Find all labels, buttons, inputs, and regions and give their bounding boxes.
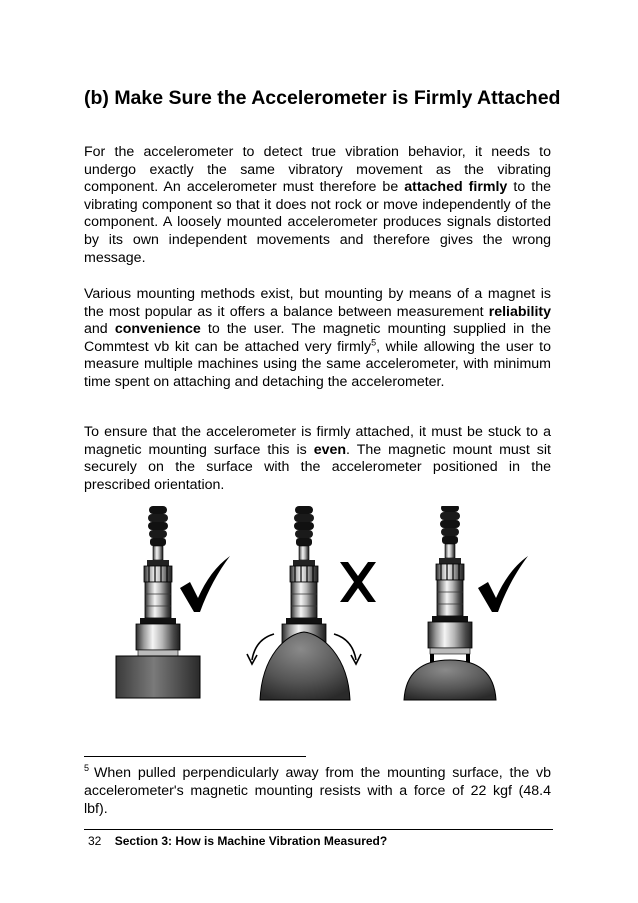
mounting-illustration — [104, 506, 544, 702]
curved-surface-mount-wrong — [244, 506, 384, 702]
paragraph-mounting-methods: Various mounting methods exist, but mounting by means of a magnet is the most popular as it offers a balance between measurement reliability and convenience to the user. The magnetic mounting supplied in the Commtest vb kit can be attached very firmly$^5$, while allowing the user to measure multiple machines using the same accelerometer, with minimum time spent on attaching and detaching the accelerometer. — [84, 286, 551, 390]
curved-surface-dome — [404, 660, 496, 700]
page-footer — [88, 834, 387, 848]
flat-surface-block — [116, 656, 200, 698]
paragraph-firm-attachment: For the accelerometer to detect true vibration behavior, it needs to undergo exactly the same vibratory movement as the vibrating component. An accelerometer must therefore be attached firmly to the vibrating component so that it does not rock or move independently of the component. A loosely mounted accelerometer produces signals distorted by its own independent movements and therefore gives the wrong message. — [84, 144, 552, 266]
check-mark-icon — [180, 556, 230, 612]
accelerometer-icon — [136, 506, 180, 656]
paragraph-even-surface: To ensure that the accelerometer is firmly attached, it must be stuck to a magnetic mounting surface this is even. The magnetic mount must sit securely on the surface with the accelerometer positioned in the prescribed orientation. — [84, 424, 551, 493]
page-heading: (b) Make Sure the Accelerometer is Firmly Attached — [84, 87, 561, 109]
section-title: Section 3: How is Machine Vibration Measured? — [114, 834, 388, 848]
check-mark-icon — [478, 556, 528, 612]
curved-surface-dome — [260, 632, 350, 700]
accelerometer-icon — [428, 506, 472, 654]
footer-divider — [84, 829, 553, 830]
page-number: 32 — [88, 834, 102, 848]
footnote-divider — [84, 756, 306, 757]
rocking-arrow-left-icon — [252, 634, 274, 660]
footnote-reference: 5 — [371, 337, 377, 348]
flat-surface-mount — [104, 506, 234, 702]
footnote-number: 5 — [84, 763, 90, 774]
curved-surface-mount-correct — [394, 506, 534, 702]
cross-mark-icon — [340, 562, 376, 602]
footnote: $^5$ When pulled perpendicularly away from the mounting surface, the vb accelerometer's magnetic mounting resists with a force of 22 kgf (48.4 lbf). — [84, 763, 551, 817]
